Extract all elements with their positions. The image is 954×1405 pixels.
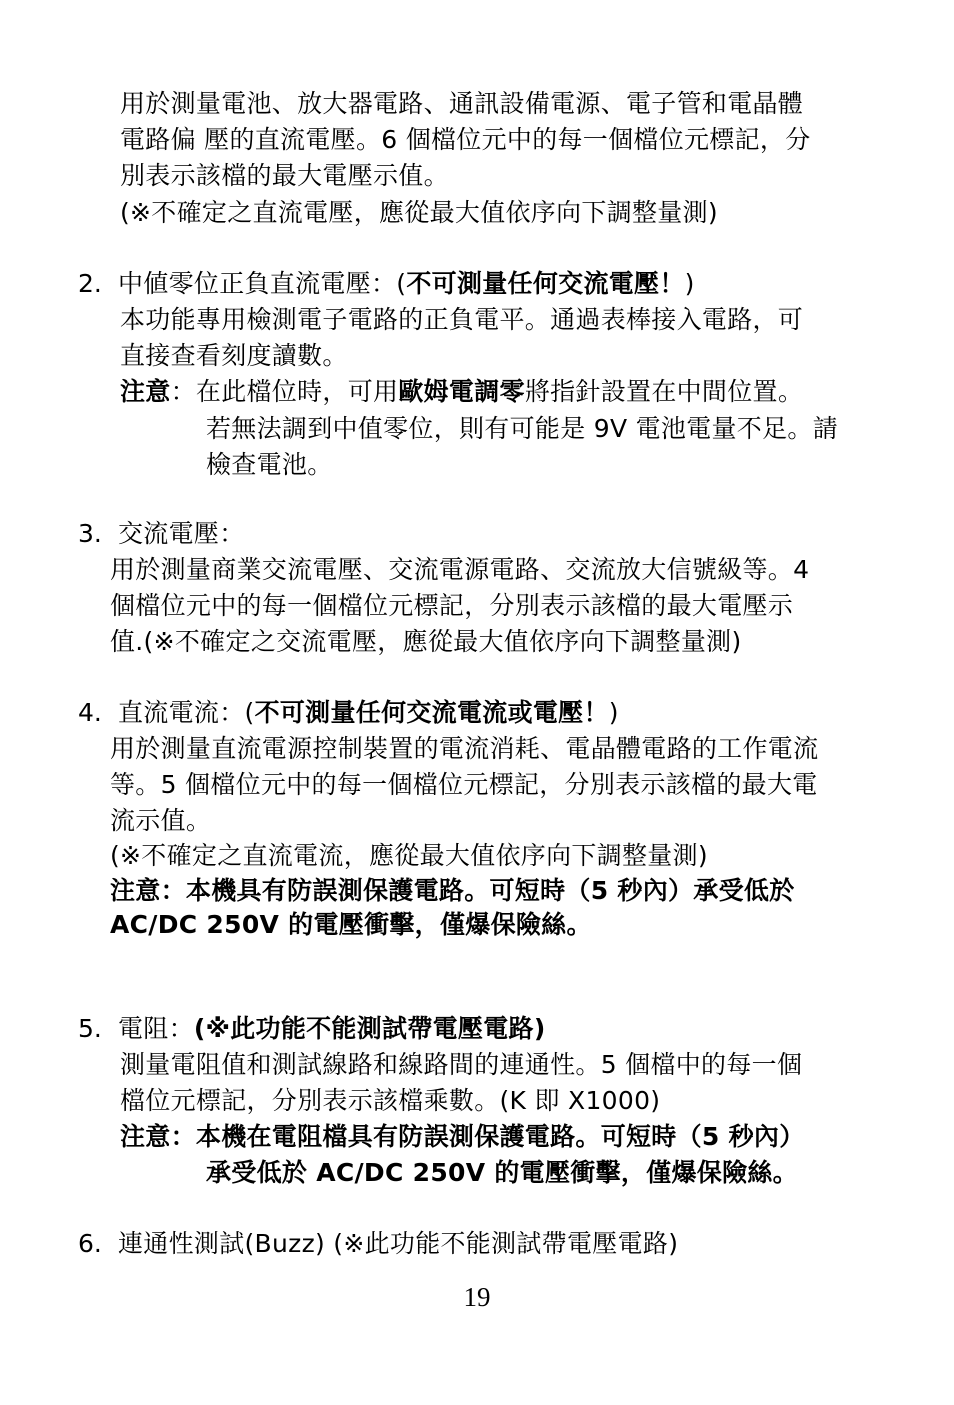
- section-3-body-2: 個檔位元中的每一個檔位元標記，分別表示該檔的最大電壓示: [110, 591, 794, 620]
- intro-line-3: 別表示該檔的最大電壓示值。: [120, 161, 449, 190]
- section-3-number: 3.: [78, 519, 102, 548]
- section-2-body-2: 直接查看刻度讀數。: [120, 341, 348, 370]
- section-4-number: 4.: [78, 698, 102, 727]
- section-6-number: 6.: [78, 1229, 102, 1258]
- section-2-note-1: [120, 376, 803, 408]
- section-2-title-warning: 不可測量任何交流電壓！: [406, 269, 685, 298]
- section-4-body-2: 等。5 個檔位元中的每一個檔位元標記，分別表示該檔的最大電: [110, 770, 818, 799]
- intro-line-1: 用於測量電池、放大器電路、通訊設備電源、電子管和電晶體: [120, 89, 804, 118]
- section-4-title-end: ): [608, 698, 619, 727]
- section-5-number: 5.: [78, 1014, 102, 1043]
- section-2-note-text-a: ：在此檔位時，可用: [170, 377, 399, 406]
- section-2-title-end: ): [684, 269, 695, 298]
- section-2-title: [118, 268, 695, 300]
- section-4-title: [118, 697, 619, 729]
- section-2-note-3: 檢查電池。: [206, 450, 333, 479]
- section-3-body-3: 值.(※不確定之交流電壓，應從最大值依序向下調整量測): [110, 627, 742, 656]
- section-2-title-text: 中値零位正負直流電壓：(: [118, 269, 407, 298]
- section-5-note-1: 注意：本機在電阻檔具有防誤測保護電路。可短時（5 秒內）: [120, 1122, 805, 1151]
- section-2-note-2: 若無法調到中值零位，則有可能是 9V 電池電量不足。請: [206, 414, 839, 443]
- section-2-note-label: 注意: [120, 377, 171, 406]
- section-4-body-1: 用於測量直流電源控制裝置的電流消耗、電晶體電路的工作電流: [110, 734, 819, 763]
- section-4-body-3: 流示值。: [110, 806, 212, 835]
- section-5-title: [118, 1013, 546, 1045]
- section-5-note-2: 承受低於 AC/DC 250V 的電壓衝擊，僅爆保險絲。: [206, 1158, 798, 1187]
- section-6-title: 連通性測試(Buzz) (※此功能不能測試帶電壓電路): [118, 1229, 679, 1258]
- section-5-body-2: 檔位元標記，分別表示該檔乘數。(K 即 X1000): [120, 1086, 661, 1115]
- section-4-note-1: 注意：本機具有防誤測保護電路。可短時（5 秒內）承受低於: [110, 876, 795, 905]
- section-2-body-1: 本功能專用檢測電子電路的正負電平。通過表棒接入電路，可: [120, 305, 804, 334]
- page-number: 19: [463, 1282, 491, 1312]
- section-4-body-4: (※不確定之直流電流，應從最大值依序向下調整量測): [110, 841, 708, 870]
- section-2-note-emphasis: 歐姆電調零: [398, 377, 525, 406]
- intro-line-4: (※不確定之直流電壓，應從最大值依序向下調整量測): [120, 198, 718, 227]
- section-4-title-text: 直流電流：(: [118, 698, 255, 727]
- section-2-number: 2.: [78, 269, 102, 298]
- intro-line-2: 電路偏 壓的直流電壓。6 個檔位元中的每一個檔位元標記，分: [120, 125, 811, 154]
- section-3-title: 交流電壓：: [118, 519, 245, 548]
- section-5-title-text: 電阻：: [118, 1014, 194, 1043]
- section-4-note-2: AC/DC 250V 的電壓衝擊，僅爆保險絲。: [110, 910, 592, 939]
- section-3-body-1: 用於測量商業交流電壓、交流電源電路、交流放大信號級等。4: [110, 555, 810, 584]
- section-2-note-text-b: 將指針設置在中間位置。: [524, 377, 804, 406]
- section-5-title-warning: (※此功能不能測試帶電壓電路): [193, 1014, 546, 1043]
- section-4-title-warning: 不可測量任何交流電流或電壓！: [254, 698, 609, 727]
- section-5-body-1: 測量電阻值和測試線路和線路間的連通性。5 個檔中的每一個: [120, 1050, 803, 1079]
